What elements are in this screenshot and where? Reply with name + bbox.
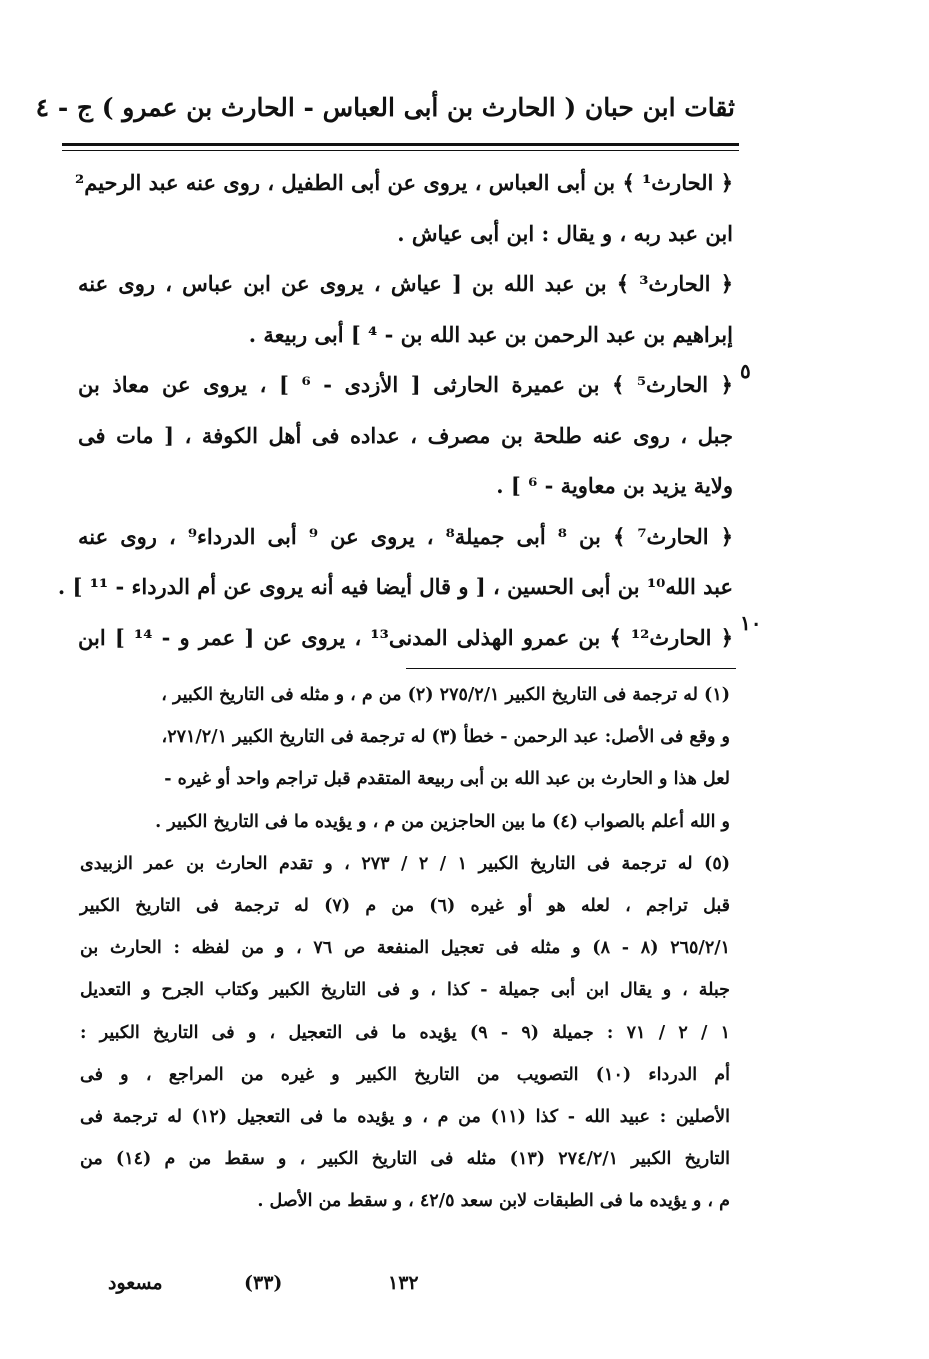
header-rule-thick — [62, 143, 739, 146]
footnote-rule — [406, 668, 736, 669]
text-line: إبراهيم بن عبد الرحمن بن عبد الله بن - ⁴ ] أبى ربيعة . — [248, 321, 733, 347]
text-line: ﴿ الحارث¹² ﴾ بن عمرو الهذلى المدنى¹³ ، يروى عن [ عمر و - ¹⁴ ] ابن — [78, 624, 733, 650]
running-header — [35, 88, 735, 128]
text-line: ﴿ الحارث⁷ ﴾ بن ⁸ أبى جميلة⁸ ، يروى عن ⁹ أبى الدرداء⁹ ، روى عنه — [78, 523, 733, 549]
footnote-line: أم الدرداء (١٠) التصويب من التاريخ الكبير و غيره من المراجع ، و فى — [80, 1064, 730, 1085]
footnote-line: ١ / ٢ / ٧١ : جميلة (٩ - ٩) يؤيده ما فى التعجيل ، و فى التاريخ الكبير : — [80, 1022, 731, 1043]
line-number: ١٠ — [740, 611, 762, 635]
footnote-line: م ، و يؤيده ما فى الطبقات لابن سعد ٤٢/٥ ، و سقط من الأصل . — [257, 1191, 730, 1212]
header-rule-thin — [62, 150, 739, 151]
footnote-line: التاريخ الكبير ٢٧٤/٢/١ (١٣) مثله فى التاريخ الكبير ، و سقط من م (١٤) من — [80, 1149, 731, 1170]
footnote-line: الأصلين : عبيد الله - كذا (١١) من م ، و يؤيده ما فى التعجيل (١٢) له ترجمة فى — [80, 1106, 730, 1127]
text-line: ﴿ الحارث³ ﴾ بن عبد الله بن [ عياش ، يروى عن ابن عباس ، روى عنه — [78, 271, 733, 296]
text-line: عبد الله¹⁰ بن أبى الحسين ، [ و قال أيضا فيه أنه يروى عن أم الدرداء - ¹¹ ] . — [57, 574, 733, 599]
footnote-line: (١) له ترجمة فى التاريخ الكبير ٢٧٥/٢/١ (٢) من م ، و مثله فى التاريخ الكبير ، — [161, 685, 730, 705]
footnote-line: (٥) له ترجمة فى التاريخ الكبير ١ / ٢ / ٢٧٣ ، و تقدم الحارث بن عمر الزبيدى — [80, 853, 730, 874]
text-line: ﴿ الحارث¹ ﴾ بن أبى العباس ، يروى عن أبى الطفيل ، روى عنه عبد الرحيم² — [75, 170, 733, 195]
text-line: ابن عبد ربه ، و يقال : ابن أبى عياش . — [397, 220, 733, 246]
running-header-title: ثقات ابن حبان ( الحارث بن أبى العباس - الحارث بن عمرو ) ج - ٤ — [35, 93, 735, 122]
text-line: ولاية يزيد بن معاوية - ⁶ ] . — [496, 473, 733, 498]
text-line: ﴿ الحارث⁵ ﴾ بن عميرة الحارثى [ الأزدى - ⁶ ] ، يروى عن معاذ بن — [78, 372, 733, 397]
footnote-line: جبلة ، و يقال ابن أبى جميلة - كذا ، و فى التاريخ الكبير وكتاب الجرح و التعديل — [80, 980, 730, 1001]
printer-signature: مسعود — [108, 1272, 163, 1294]
text-line: جبل ، روى عنه طلحة بن مصرف ، عداده فى أهل الكوفة ، [ مات فى — [78, 422, 733, 448]
footnote-line: لعل هذا و الحارث بن عبد الله بن أبى ربيعة المتقدم قبل تراجم واحد أو غيره - — [164, 769, 730, 790]
footnotes — [80, 674, 730, 1222]
footnote-line: و وقع فى الأصل: عبد الرحمن - خطأ (٣) له ترجمة فى التاريخ الكبير ٢٧١/٢/١، — [161, 727, 730, 748]
main-text — [57, 158, 733, 663]
footnote-line: و الله أعلم بالصواب (٤) ما بين الحاجزين من م ، و يؤيده ما فى التاريخ الكبير . — [155, 811, 730, 832]
page-number: ١٣٢ — [388, 1272, 419, 1294]
footnote-line: ٢٦٥/٢/١ (٨ - ٨) و مثله فى تعجيل المنفعة ص ٧٦ ، و من لفظه : الحارث بن — [80, 938, 731, 959]
footnote-line: قبل تراجم ، لعله هو أو غيره (٦) من م (٧) له ترجمة فى التاريخ الكبير — [80, 895, 730, 916]
sheet-number: (٣٣) — [244, 1272, 283, 1294]
line-number: ٥ — [740, 359, 751, 383]
